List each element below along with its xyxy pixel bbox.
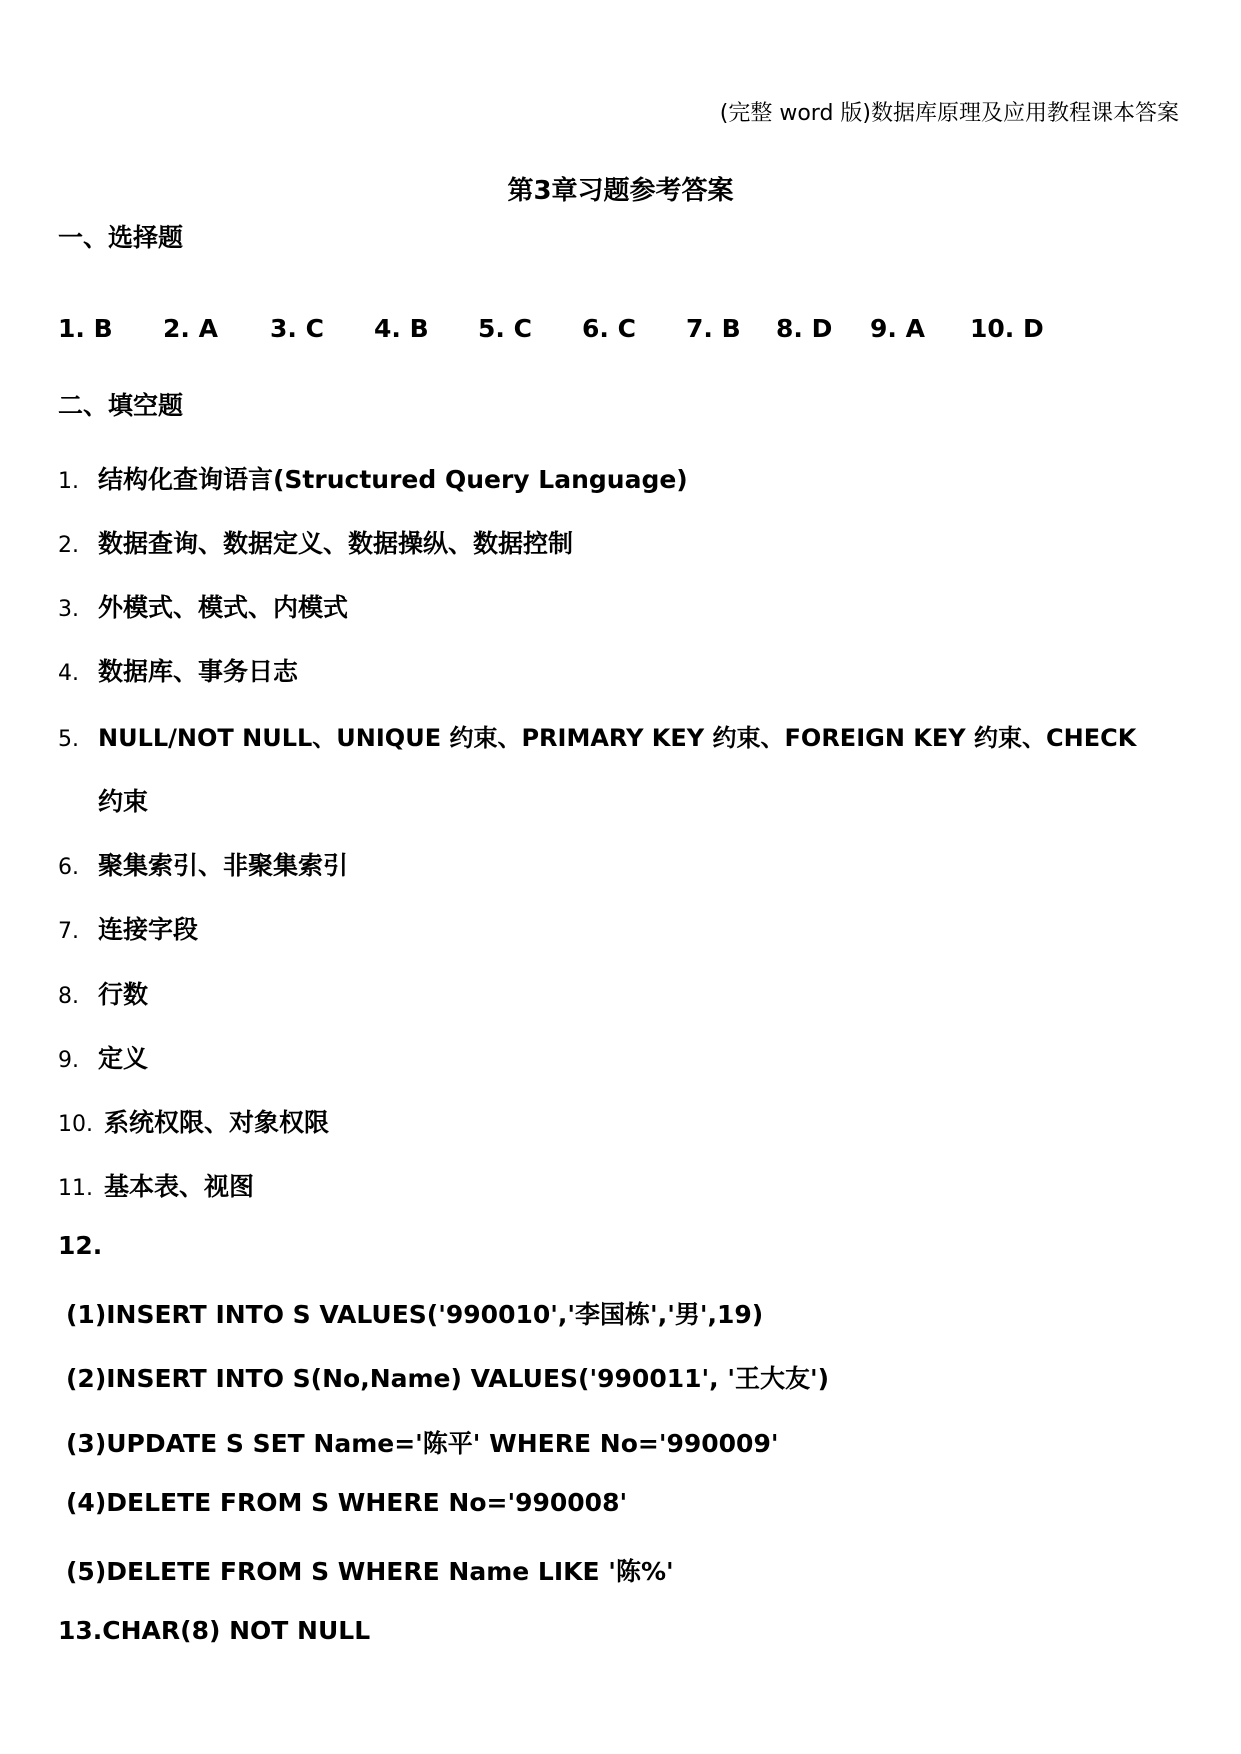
- fill-answer-8: [58, 975, 148, 1011]
- q12-statement-1: (1)INSERT INTO S VALUES('990010','李国栋','男',19): [66, 1300, 764, 1329]
- item-number: 6.: [58, 855, 79, 880]
- fill-answer-5-continuation: 约束: [98, 787, 149, 816]
- choice-answer: 4. B: [374, 314, 429, 343]
- item-number: 8.: [58, 984, 79, 1009]
- item-text: 外模式、模式、内模式: [98, 593, 349, 622]
- fill-answer-2: [58, 524, 573, 560]
- choice-answer: 9. A: [870, 314, 925, 343]
- fill-answer-10: [58, 1103, 329, 1139]
- item-number: 9.: [58, 1048, 79, 1073]
- q12-statement-3: (3)UPDATE S SET Name='陈平' WHERE No='990009': [66, 1429, 779, 1458]
- item-number: 1.: [58, 469, 79, 494]
- item-number: 3.: [58, 597, 79, 622]
- section-choice-heading: 一、选择题: [58, 223, 184, 252]
- fill-answer-4: [58, 652, 298, 688]
- item-text: 行数: [98, 980, 149, 1009]
- choice-answer: 2. A: [163, 314, 218, 343]
- question-13-answer: 13.CHAR(8) NOT NULL: [58, 1616, 371, 1645]
- item-text: 连接字段: [98, 915, 199, 944]
- fill-answer-6: [58, 846, 348, 882]
- item-text: 定义: [98, 1044, 149, 1073]
- q12-statement-5: (5)DELETE FROM S WHERE Name LIKE '陈%': [66, 1557, 674, 1586]
- item-number: 10.: [58, 1112, 93, 1137]
- fill-answer-7: [58, 910, 198, 946]
- item-number: 2.: [58, 533, 79, 558]
- item-text: 基本表、视图: [104, 1172, 255, 1201]
- item-text: 系统权限、对象权限: [104, 1108, 330, 1137]
- fill-answer-5: [58, 718, 1136, 753]
- question-12-label: 12.: [58, 1231, 103, 1260]
- section-fill-heading: 二、填空题: [58, 391, 184, 420]
- q12-statement-4: (4)DELETE FROM S WHERE No='990008': [66, 1488, 628, 1517]
- fill-answer-9: [58, 1039, 148, 1075]
- choice-answer: 5. C: [478, 314, 532, 343]
- choice-answer: 3. C: [270, 314, 324, 343]
- page-header: (完整 word 版)数据库原理及应用教程课本答案: [719, 101, 1179, 126]
- item-number: 11.: [58, 1176, 93, 1201]
- choice-answer: 6. C: [582, 314, 636, 343]
- fill-answer-1: [58, 460, 688, 496]
- choice-answer: 10. D: [970, 314, 1044, 343]
- choice-answers-row: [0, 314, 1241, 348]
- item-text: 数据查询、数据定义、数据操纵、数据控制: [98, 529, 574, 558]
- fill-answer-3: [58, 588, 348, 624]
- item-text: 结构化查询语言(Structured Query Language): [98, 465, 688, 494]
- q12-statement-2: (2)INSERT INTO S(No,Name) VALUES('990011', '王大友'): [66, 1364, 830, 1393]
- item-number: 7.: [58, 919, 79, 944]
- choice-answer: 1. B: [58, 314, 113, 343]
- item-text: 聚集索引、非聚集索引: [98, 851, 349, 880]
- item-number: 4.: [58, 661, 79, 686]
- chapter-title: 第3章习题参考答案: [507, 176, 734, 206]
- choice-answer: 8. D: [776, 314, 833, 343]
- item-number: 5.: [58, 727, 79, 752]
- choice-answer: 7. B: [686, 314, 741, 343]
- item-text: 数据库、事务日志: [98, 657, 299, 686]
- item-text: NULL/NOT NULL、UNIQUE 约束、PRIMARY KEY 约束、FOREIGN KEY 约束、CHECK: [98, 724, 1137, 752]
- fill-answer-11: [58, 1167, 254, 1203]
